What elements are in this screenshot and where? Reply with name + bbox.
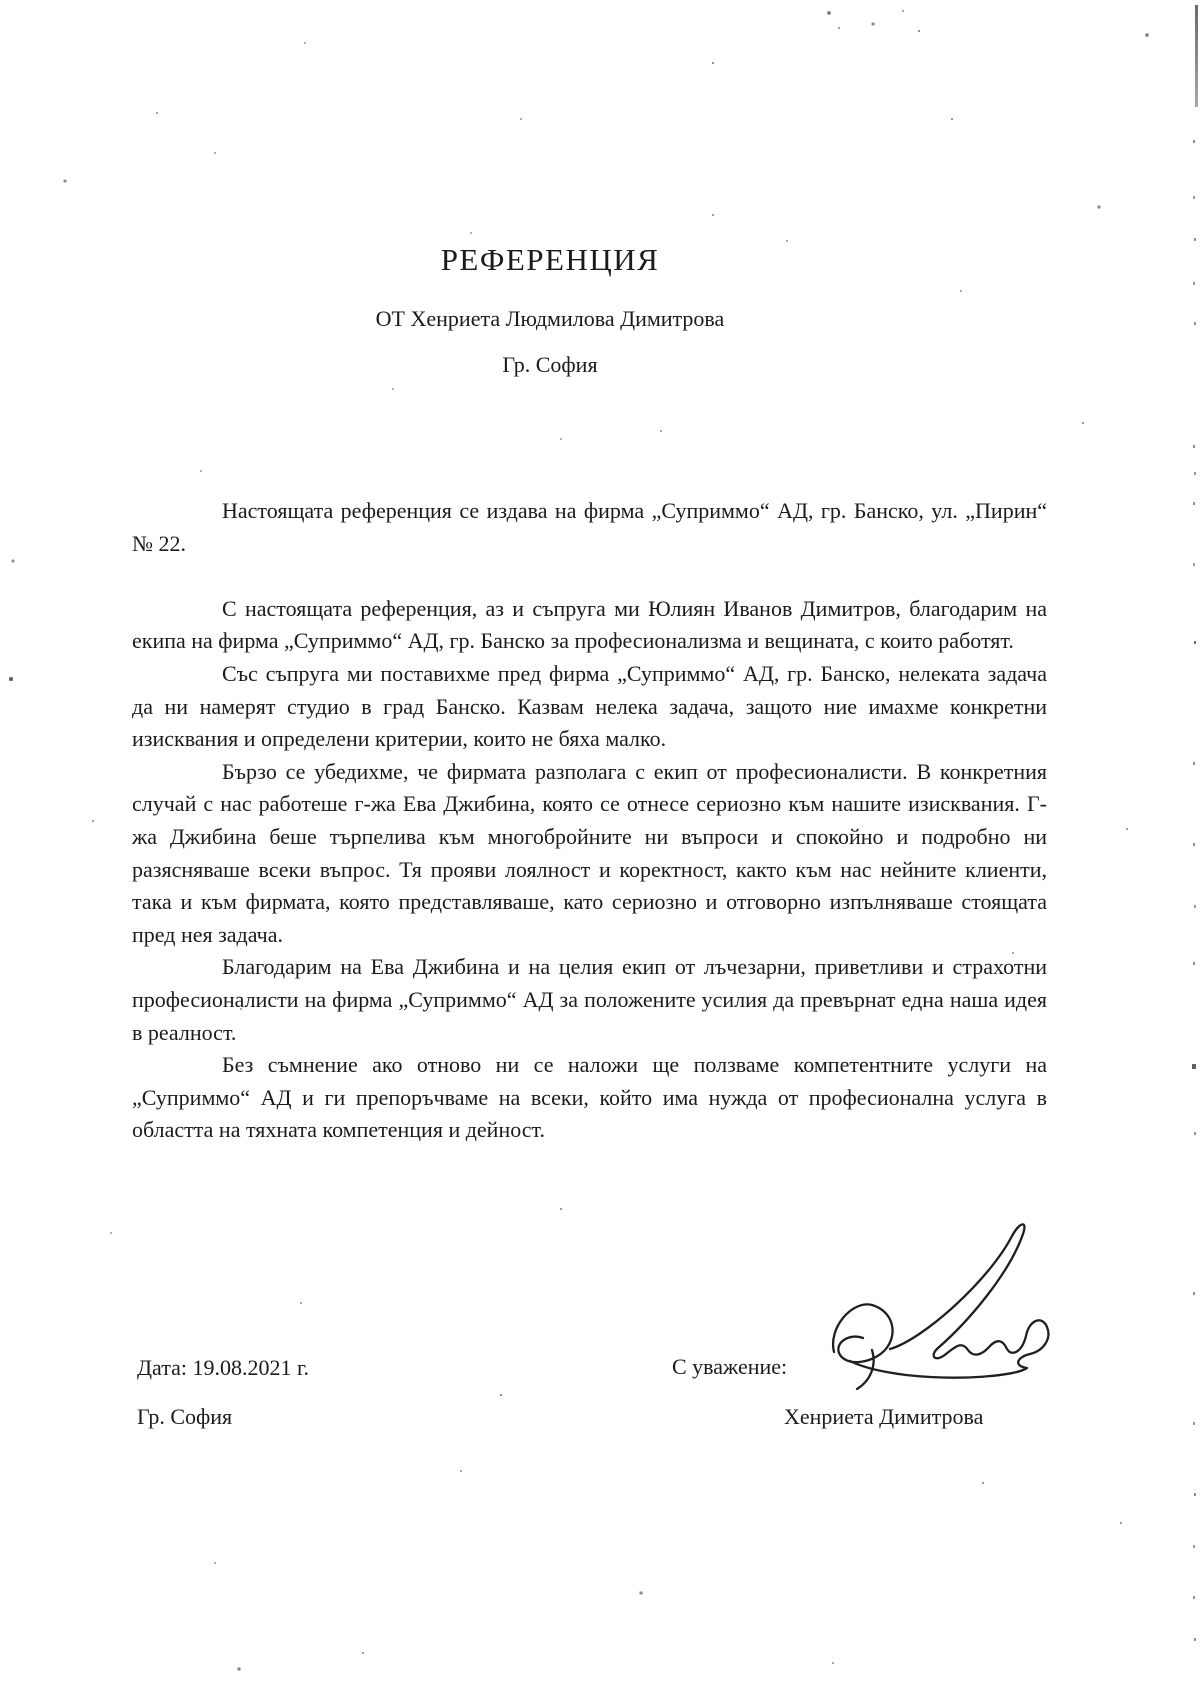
closing-salutation: С уважение: [672,1354,788,1379]
document-title: РЕФЕРЕНЦИЯ [440,242,660,277]
paragraph: Благодарим на Ева Джибина и на целия екип от лъчезарни, приветливи и страхотни професионалисти на фирма „Суприммо“ АД за положените усилия да превърнат една наша идея в реалност. [132,954,1047,1045]
document-author-line: ОТ Хенриета Людмилова Димитрова [375,306,725,331]
signature-icon [810,1210,1072,1390]
letter-body [132,495,1047,1147]
scan-edge-artifact [1195,5,1198,107]
date-line: Дата: 19.08.2021 г. [137,1355,310,1380]
paragraph: Без съмнение ако отново ни се наложи ще ползваме компетентните услуги на „Суприммо“ АД и ги препоръчваме на всеки, който има нужда от професионална услуга в областта на тяхната компетенция и дейност. [132,1052,1047,1143]
paragraph: Със съпруга ми поставихме пред фирма „Суприммо“ АД, гр. Банско, нелеката задача да ни намерят студио в град Банско. Казвам нелека задача, защото ние имахме конкретни изисквания и определени критерии, които не бяха малко. [132,660,1047,752]
paragraph: С настоящата референция, аз и съпруга ми Юлиян Иванов Димитров, благодарим на екипа на фирма „Суприммо“ АД, гр. Банско за професионализма и вещината, с които работят. [132,595,1047,654]
footer-city-line: Гр. София [137,1404,233,1429]
paragraph: Бързо се убедихме, че фирмата разполага с екип от професионалисти. В конкретния случай с нас работеше г-жа Ева Джибина, която се отнесе сериозно към нашите изисквания. Г-жа Джибина беше търпелива към многобройните ни въпроси и спокойно и подробно ни разясняваше всеки въпрос. Тя прояви лоялност и коректност, както към нас нейните клиенти, така и към фирмата, която представляваше, като сериозно и отговорно изпълняваше стоящата пред нея задача. [132,758,1047,947]
scan-noise-specks [0,0,2,2]
scan-edge-dashes [1193,0,1195,3]
signer-name: Хенриета Димитрова [784,1404,984,1429]
paragraph: Настоящата референция се издава на фирма „Суприммо“ АД, гр. Банско, ул. „Пирин“ № 22. [132,498,1047,556]
document-city-line: Гр. София [502,352,598,377]
